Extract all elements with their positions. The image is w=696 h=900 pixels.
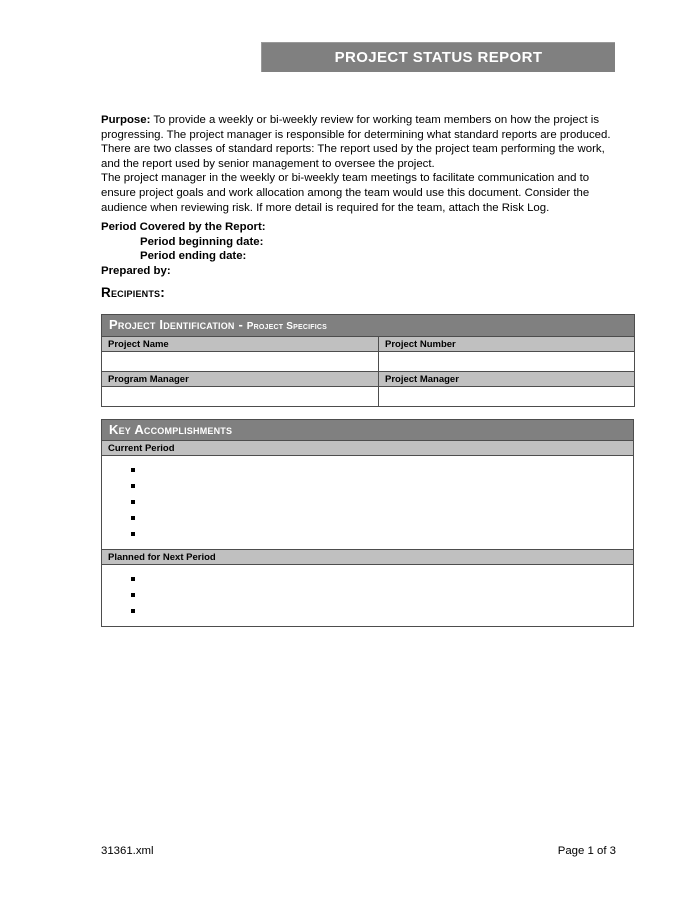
planned-next-period-bullet-list (102, 571, 633, 619)
project-identification-header-inner (102, 315, 634, 336)
footer-page-number: Page 1 of 3 (557, 845, 616, 857)
square-bullet-icon (131, 532, 135, 536)
table-row (102, 387, 635, 407)
square-bullet-icon (131, 500, 135, 504)
program-manager-input[interactable] (102, 387, 379, 407)
period-covered-heading: Period Covered by the Report: (101, 221, 266, 233)
recipients-heading: Recipients: (101, 285, 165, 300)
square-bullet-icon (131, 484, 135, 488)
project-number-label: Project Number (385, 339, 456, 350)
list-item[interactable] (102, 603, 633, 619)
project-manager-input[interactable] (379, 387, 635, 407)
period-beginning-date-label: Period beginning date: (140, 235, 264, 248)
prepared-by-label: Prepared by: (101, 264, 171, 277)
square-bullet-icon (131, 593, 135, 597)
current-period-bullet-list (102, 462, 633, 542)
program-manager-label: Program Manager (108, 374, 189, 385)
footer-file-name: 31361.xml (101, 845, 154, 857)
project-identification-header-cell (102, 315, 635, 337)
report-title-banner (261, 42, 615, 72)
project-identification-subtitle: Project Specifics (246, 321, 327, 332)
project-name-input[interactable] (102, 352, 379, 372)
table-row (102, 337, 635, 352)
table-row (102, 550, 634, 565)
planned-next-period-bullets-cell[interactable] (102, 565, 634, 627)
project-name-label-cell (102, 337, 379, 352)
planned-next-period-label: Planned for Next Period (108, 552, 216, 563)
table-row (102, 372, 635, 387)
project-manager-label: Project Manager (385, 374, 459, 385)
list-item[interactable] (102, 494, 633, 510)
square-bullet-icon (131, 468, 135, 472)
current-period-label: Current Period (108, 443, 175, 454)
key-accomplishments-header-cell (102, 420, 634, 441)
project-identification-table (101, 314, 635, 407)
list-item[interactable] (102, 571, 633, 587)
table-row (102, 420, 634, 441)
table-row (102, 352, 635, 372)
list-item[interactable] (102, 478, 633, 494)
square-bullet-icon (131, 577, 135, 581)
key-accomplishments-title: Key Accomplishments (109, 422, 233, 437)
purpose-paragraph-2: The project manager in the weekly or bi-weekly team meetings to facilitate communication and to ensure project goals and work allocation among the team would use this document. Consider the audience when reviewing risk. If more detail is required for the team, attach the Risk Log. (101, 172, 590, 214)
list-item[interactable] (102, 462, 633, 478)
purpose-label: Purpose: (101, 114, 151, 126)
project-number-input[interactable] (379, 352, 635, 372)
purpose-text-1: To provide a weekly or bi-weekly review for working team members on how the project is progressing. The project manager is responsible for determining what standard reports are produced. There are two classes of standard reports: The report used by the project team performing the work, and the report used by senior management to oversee the project. (101, 114, 611, 170)
list-item[interactable] (102, 510, 633, 526)
square-bullet-icon (131, 516, 135, 520)
square-bullet-icon (131, 609, 135, 613)
table-row (102, 441, 634, 456)
planned-next-period-label-cell (102, 550, 634, 565)
table-row (102, 565, 634, 627)
project-identification-title: Project Identification - (109, 317, 243, 332)
current-period-bullets-cell[interactable] (102, 456, 634, 550)
key-accomplishments-table (101, 419, 634, 627)
period-covered-section (101, 220, 501, 278)
project-number-label-cell (379, 337, 635, 352)
list-item[interactable] (102, 587, 633, 603)
page-footer (101, 845, 616, 857)
page-title: PROJECT STATUS REPORT (334, 49, 543, 66)
project-manager-label-cell (379, 372, 635, 387)
program-manager-label-cell (102, 372, 379, 387)
list-item[interactable] (102, 526, 633, 542)
purpose-paragraph-1 (101, 113, 626, 171)
project-name-label: Project Name (108, 339, 169, 350)
purpose-section (101, 113, 626, 215)
table-row (102, 456, 634, 550)
table-row (102, 315, 635, 337)
current-period-label-cell (102, 441, 634, 456)
period-ending-date-label: Period ending date: (140, 250, 247, 263)
